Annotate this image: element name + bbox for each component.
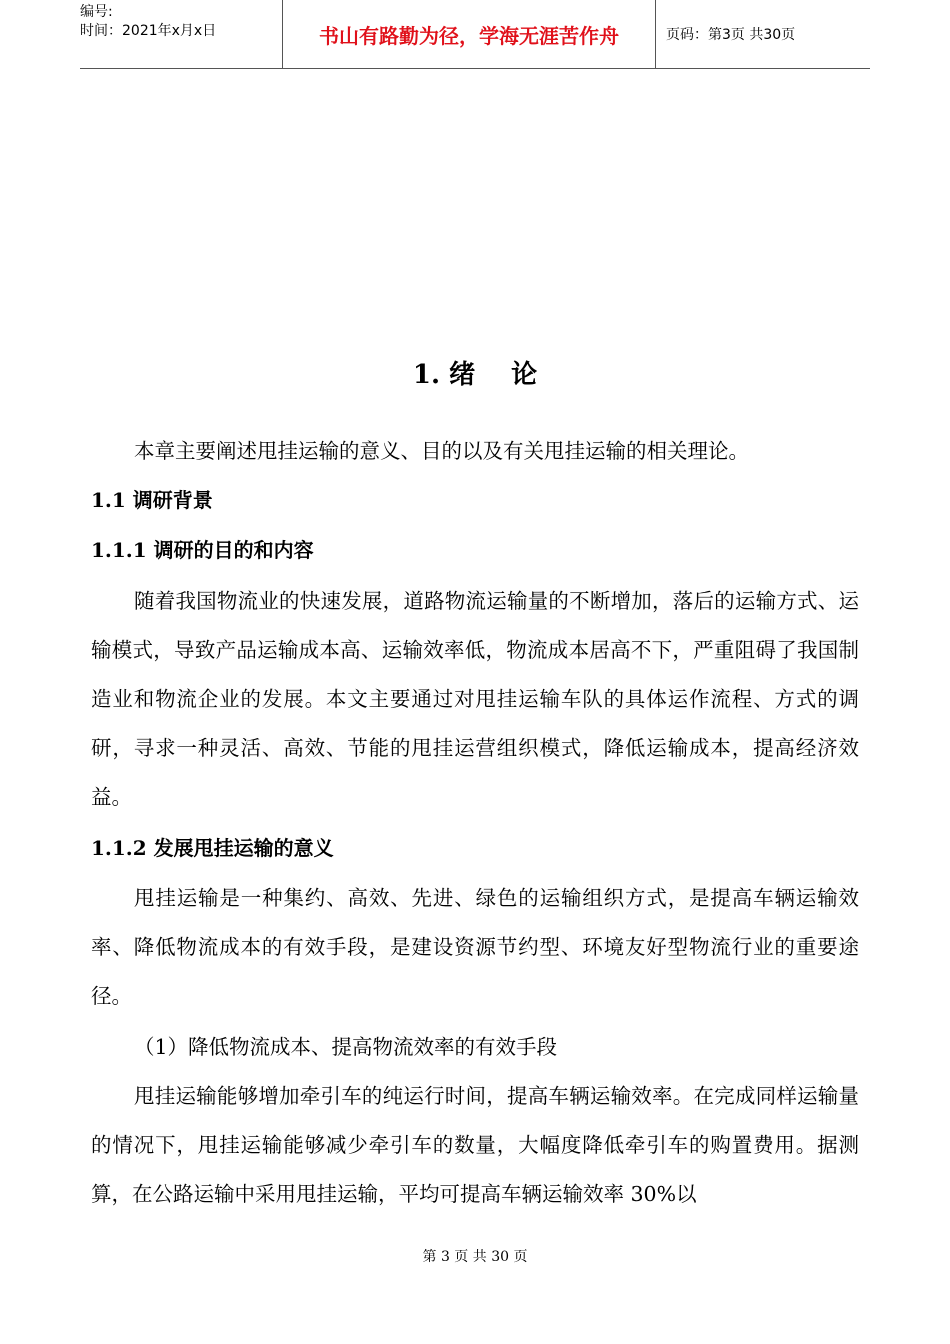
section-heading-1-1-2: 1.1.2 发展甩挂运输的意义 xyxy=(91,836,334,860)
number-label: 编号: xyxy=(80,4,113,20)
chapter-title-word-2: 论 xyxy=(511,360,538,390)
paragraph-purpose: 随着我国物流业的快速发展，道路物流运输量的不断增加，落后的运输方式、运输模式，导致产品运输成本高、运输效率低，物流成本居高不下，严重阻碍了我国制造业和物流企业的发展。本文主要通过对甩挂运输车队的具体运作流程、方式的调研，寻求一种灵活、高效、节能的甩挂运营组织模式，降低运输成本，提高经济效益。 xyxy=(91,589,859,809)
point-heading-1: （1）降低物流成本、提高物流效率的有效手段 xyxy=(134,1035,558,1059)
paragraph-point-1: 甩挂运输能够增加牵引车的纯运行时间，提高车辆运输效率。在完成同样运输量的情况下，甩挂运输能够减少牵引车的数量，大幅度降低牵引车的购置费用。据测算，在公路运输中采用甩挂运输，平均可提高车辆运输效率 30%以 xyxy=(91,1084,859,1206)
section-heading-1-1: 1.1 调研背景 xyxy=(91,488,213,512)
section-heading-1-1-1: 1.1.1 调研的目的和内容 xyxy=(91,538,314,562)
header-page-info: 页码：第3页 共30页 xyxy=(666,27,796,43)
intro-paragraph: 本章主要阐述甩挂运输的意义、目的以及有关甩挂运输的相关理论。 xyxy=(134,439,749,463)
paragraph-significance: 甩挂运输是一种集约、高效、先进、绿色的运输组织方式，是提高车辆运输效率、降低物流成本的有效手段，是建设资源节约型、环境友好型物流行业的重要途径。 xyxy=(91,886,859,1008)
chapter-title xyxy=(91,355,859,395)
time-label: 时间：2021年x月x日 xyxy=(80,23,217,39)
chapter-number: 1. xyxy=(412,360,441,390)
chapter-title-word-1: 绪 xyxy=(449,360,476,390)
header-meta xyxy=(80,0,282,68)
header-motto: 书山有路勤为径，学海无涯苦作舟 xyxy=(282,0,656,68)
page-header xyxy=(80,0,870,69)
page-footer: 第 3 页 共 30 页 xyxy=(422,1249,528,1265)
